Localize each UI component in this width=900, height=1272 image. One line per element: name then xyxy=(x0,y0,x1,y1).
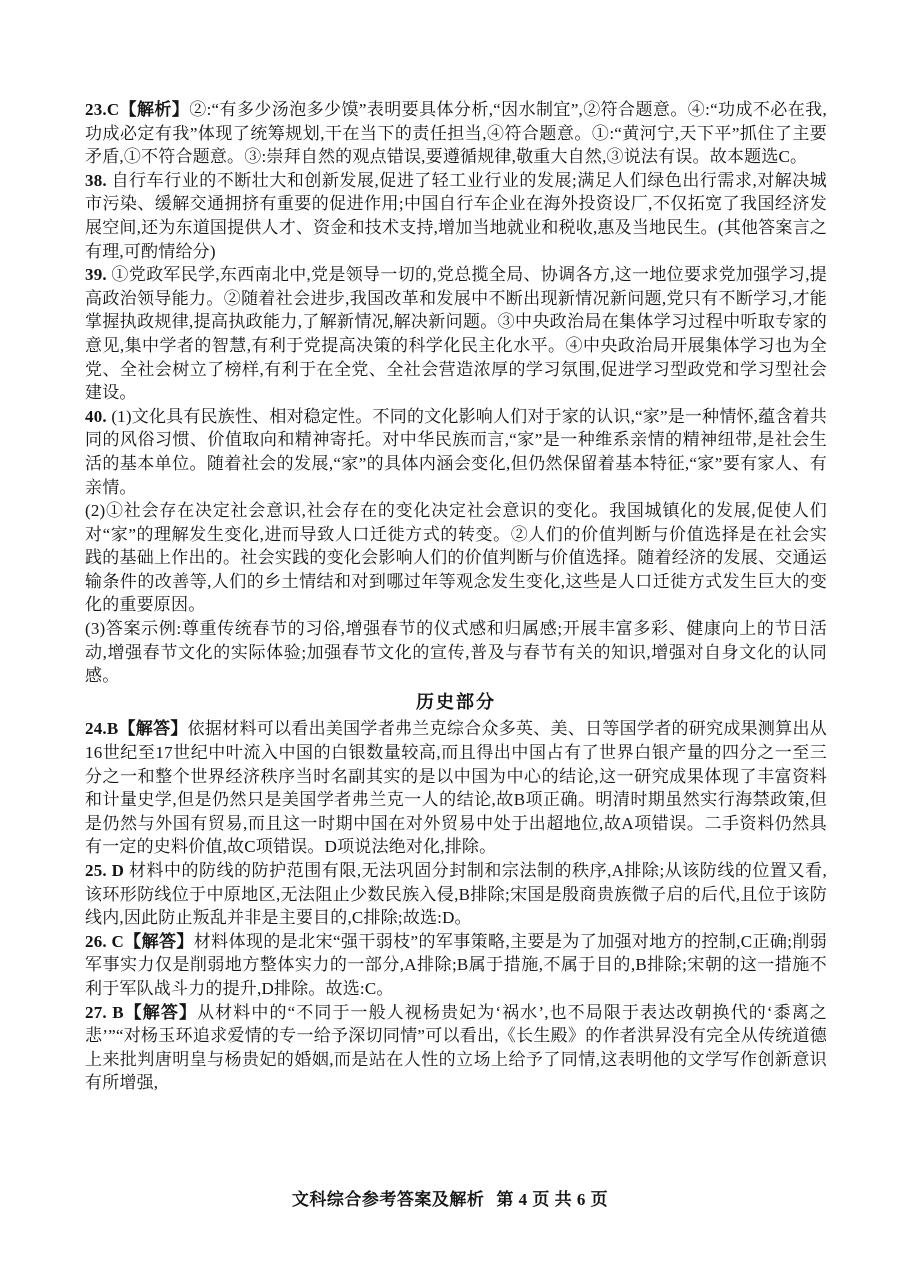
answer-item-27 xyxy=(85,1001,827,1095)
answer-label-38: 38. xyxy=(85,170,112,190)
answer-text-26: 材料体现的是北宋“强干弱枝”的军事策略,主要是为了加强对地方的控制,C正确;削弱军事实力仅是削弱地方整体实力的一部分,A排除;B属于措施,不属于目的,B排除;宋朝的这一措施不利于军队战斗力的提升,D排除。故选:C。 xyxy=(85,931,828,998)
answer-item-40-part2 xyxy=(85,499,827,617)
section-heading-history: 历史部分 xyxy=(416,691,496,712)
answer-item-25 xyxy=(85,859,827,930)
answer-item-40-part1 xyxy=(85,405,827,499)
answer-label-26: 26. C【解答】 xyxy=(85,931,194,951)
answer-label-40: 40. xyxy=(85,406,112,426)
answer-text-40-part1: (1)文化具有民族性、相对稳定性。不同的文化影响人们对于家的认识,“家”是一种情怀,蕴含着共同的风俗习惯、价值取向和精神寄托。对中华民族而言,“家”是一种维系亲情的精神纽带,是社会生活的基本单位。随着社会的发展,“家”的具体内涵会变化,但仍然保留着基本特征,“家”要有家人、有亲情。 xyxy=(85,406,827,497)
answer-label-25: 25. D xyxy=(85,861,129,880)
answer-text-40-part3: (3)答案示例:尊重传统春节的习俗,增强春节的仪式感和归属感;开展丰富多彩、健康向上的节日活动,增强春节文化的实际体验;加强春节文化的宣传,普及与春节有关的知识,增强对自身文化的认同感。 xyxy=(85,619,827,686)
footer-page-info: 第 4 页 共 6 页 xyxy=(496,1190,609,1209)
answer-item-38 xyxy=(85,169,827,263)
answer-label-23: 23.C【解析】 xyxy=(85,100,190,119)
answer-text-24: 依据材料可以看出美国学者弗兰克综合众多英、美、日等国学者的研究成果测算出从16世纪至17世纪中叶流入中国的白银数量较高,而且得出中国占有了世界白银产量的四分之一至三分之一和整个世界经济秩序当时名副其实的是以中国为中心的结论,这一研究成果体现了丰富资料和计量史学,但是仍然只是美国学者弗兰克一人的结论,故B项正确。明清时期虽然实行海禁政策,但是仍然与外国有贸易,而且这一时期中国在对外贸易中处于出超地位,故A项错误。二手资料仍然具有一定的史料价值,故C项错误。D项说法绝对化,排除。 xyxy=(85,719,827,857)
page-footer xyxy=(0,1185,900,1210)
answer-text-38: 自行车行业的不断壮大和创新发展,促进了轻工业行业的发展;满足人们绿色出行需求,对解决城市污染、缓解交通拥挤有重要的促进作用;中国自行车企业在海外投资设厂,不仅拓宽了我国经济发展空间,还为东道国提供人才、资金和技术支持,增加当地就业和税收,惠及当地民生。(其他答案言之有理,可酌情给分) xyxy=(85,170,827,261)
answer-item-39 xyxy=(85,263,827,405)
answer-text-23: ②:“有多少汤泡多少馍”表明要具体分析,“因水制宜”,②符合题意。④:“功成不必在我,功成必定有我”体现了统筹规划,干在当下的责任担当,④符合题意。①:“黄河宁,天下平”抓住了主要矛盾,①不符合题意。③:崇拜自然的观点错误,要遵循规律,敬重大自然,③说法有误。故本题选C。 xyxy=(85,100,827,167)
answer-label-39: 39. xyxy=(85,265,112,285)
answer-item-40-part3 xyxy=(85,617,827,688)
answer-label-27: 27. B【解答】 xyxy=(85,1002,198,1022)
answer-item-26 xyxy=(85,930,827,1001)
answers-content xyxy=(85,98,827,1095)
answer-item-23 xyxy=(85,98,827,169)
footer-title: 文科综合参考答案及解析 xyxy=(291,1190,485,1209)
answer-text-39: ①党政军民学,东西南北中,党是领导一切的,党总揽全局、协调各方,这一地位要求党加强学习,提高政治领导能力。②随着社会进步,我国改革和发展中不断出现新情况新问题,党只有不断学习,才能掌握执政规律,提高执政能力,了解新情况,解决新问题。③中央政治局在集体学习过程中听取专家的意见,集中学者的智慧,有利于党提高决策的科学化民主化水平。④中央政治局开展集体学习也为全党、全社会树立了榜样,有利于在全党、全社会营造浓厚的学习氛围,促进学习型政党和学习型社会建设。 xyxy=(85,265,827,403)
answer-text-40-part2: (2)①社会存在决定社会意识,社会存在的变化决定社会意识的变化。我国城镇化的发展,促使人们对“家”的理解发生变化,进而导致人口迁徙方式的转变。②人们的价值判断与价值选择是在社会实践的基础上作出的。社会实践的变化会影响人们的价值判断与价值选择。随着经济的发展、交通运输条件的改善等,人们的乡土情结和对到哪过年等观念发生变化,这些是人口迁徙方式发生巨大的变化的重要原因。 xyxy=(85,501,827,615)
answer-text-25: 材料中的防线的防护范围有限,无法巩固分封制和宗法制的秩序,A排除;从该防线的位置又看,该环形防线位于中原地区,无法阻止少数民族入侵,B排除;宋国是殷商贵族微子启的后代,且位于该防线内,因此防止叛乱并非是主要目的,C排除;故选:D。 xyxy=(85,861,827,928)
answer-text-27: 从材料中的“不同于一般人视杨贵妃为‘祸水’,也不局限于表达改朝换代的‘黍离之悲’”“对杨玉环追求爱情的专一给予深切同情”可以看出,《长生殿》的作者洪昇没有完全从传统道德上来批判唐明皇与杨贵妃的婚姻,而是站在人性的立场上给予了同情,这表明他的文学写作创新意识有所增强, xyxy=(85,1002,828,1093)
answer-item-24 xyxy=(85,717,827,859)
answer-label-24: 24.B【解答】 xyxy=(85,719,188,739)
